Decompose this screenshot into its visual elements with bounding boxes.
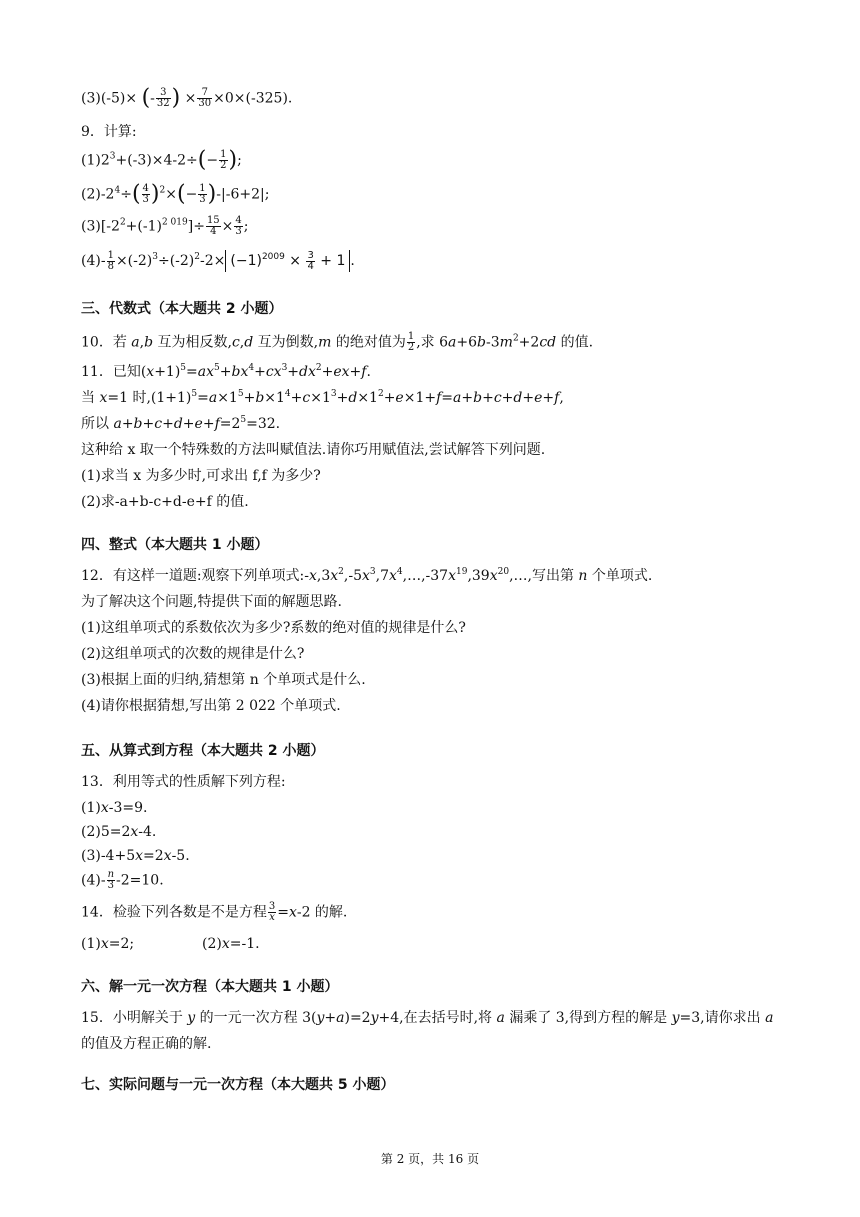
problem-11-line-2: 当 x=1 时$,(1+1)^5=a\times 1^5+b\times 1^4+c\times 1^3+d\times 1^2+e\times 1+f=a+b+c+d+e+f$, [81,389,564,406]
problem-15-line-2: 的值及方程正确的解. [81,1036,212,1052]
problem-8-3-text: (3)(-5)× [81,90,138,107]
problem-9-1: $(1)2^3+(-3)\times 4-2\div(-$ $\frac{1}{2}$ ); [81,147,242,173]
problem-13-line-3: (2)5=2x-4. [81,824,157,840]
problem-12-line-2: 为了解决这个问题,特提供下面的解题思路. [81,594,342,610]
section-heading-3: 三、代数式（本大题共 2 小题） [81,301,283,317]
section-heading-6: 六、解一元一次方程（本大题共 1 小题） [81,979,339,995]
problem-11-line-1: 11．已知$(x+1)^5=ax^5+bx^4+cx^3+dx^2+ex+f$. [81,363,371,380]
section-heading-7: 七、实际问题与一元一次方程（本大题共 5 小题） [81,1077,395,1093]
problem-9-title: 9．计算: [81,124,137,140]
problem-8-3: (3)(-5)× (- $\frac{3}{32}$ ) × $\frac{7}{30}$ ×0×(-325). [81,85,293,111]
problem-13-line-2: (1)x-3=9. [81,800,148,816]
problem-10: 10．若 a,b 互为相反数,c,d 互为倒数,m 的绝对值为 $\frac{1}{2}$ ,求 $6a+6b-3m^2+2cd$ 的值. [81,331,594,353]
problem-15-line-1: 15．小明解关于 y 的一元一次方程 3(y+a)=2y+4,在去括号时,将 a 漏乘了 3,得到方程的解是 y=3,请你求出 a [81,1010,774,1026]
problem-11-line-5: (1)求当 x 为多少时,可求出 f,f 为多少? [81,468,321,484]
page-footer: 第 2 页，共 16 页 [380,1152,480,1166]
section-heading-4: 四、整式（本大题共 1 小题） [81,537,269,553]
problem-13-line-5: (4)- $\frac{n}{3}$ -2=10. [81,869,164,891]
problem-14-option-b: (2)x=-1. [202,936,260,952]
section-heading-5: 五、从算式到方程（本大题共 2 小题） [81,743,325,759]
problem-14-option-a: (1)x=2; [81,936,135,952]
problem-11-line-6: (2)求-a+b-c+d-e+f 的值. [81,494,249,510]
problem-9-2: $(2)-2^4\div$( $\frac{4}{3}$ )$^2$×(− $\frac{1}{3}$ )-|-6+2|; [81,181,270,207]
problem-9-3: $(3)[-2^2+(-1)^{2 019}]\div$ $\frac{15}{4}$ × $\frac{4}{3}$ ; [81,215,249,237]
problem-13-line-1: 13．利用等式的性质解下列方程: [81,774,286,790]
problem-12-line-6: (4)请你根据猜想,写出第 2 022 个单项式. [81,698,341,714]
problem-12-line-5: (3)根据上面的归纳,猜想第 n 个单项式是什么. [81,672,366,688]
problem-12-line-3: (1)这组单项式的系数依次为多少?系数的绝对值的规律是什么? [81,620,466,636]
problem-11-line-4: 这种给 x 取一个特殊数的方法叫赋值法.请你巧用赋值法,尝试解答下列问题. [81,442,546,458]
problem-11-line-3: 所以 $a+b+c+d+e+f=2^5=32$. [81,415,281,432]
problem-13-line-4: (3)-4+5x=2x-5. [81,848,190,864]
problem-12-line-4: (2)这组单项式的次数的规律是什么? [81,646,305,662]
problem-12-line-1: 12．有这样一道题:观察下列单项式$:-x,3x^2,-5x^3,7x^4,\dots,-37x^{19},39x^{20},\dots$,写出第 n 个单项式. [81,567,653,584]
problem-9-4: (4)- $\frac{1}{8}$ $\times(-2)^3\div(-2)^2-2\times (-1)^{2009}$ × $\frac{3}{4}$ + 1 . [81,249,355,272]
problem-14-line-1: 14．检验下列各数是不是方程 $\frac{3}{x}$ =x-2 的解. [81,901,348,923]
